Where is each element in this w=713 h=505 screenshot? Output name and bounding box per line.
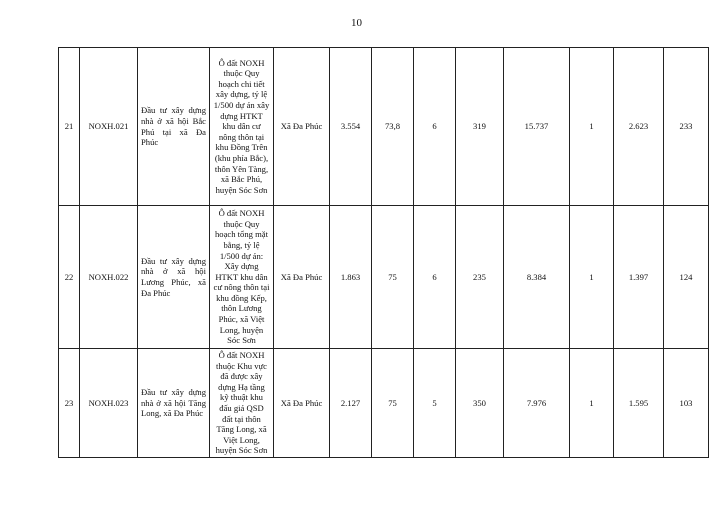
project-location: Ô đất NOXH thuộc Khu vực đã được xây dựng Hạ tầng kỹ thuật khu đấu giá QSD đất tại thôn Tăng Long, xã Việt Long, huyện Sóc Sơn	[210, 349, 274, 458]
value-cell: 1.595	[614, 349, 664, 458]
value-cell: 3.554	[330, 48, 372, 206]
value-cell: 6	[414, 48, 456, 206]
value-cell: 75	[372, 206, 414, 349]
row-number: 23	[59, 349, 80, 458]
value-cell: 350	[456, 349, 504, 458]
value-cell: 15.737	[504, 48, 570, 206]
row-number: 22	[59, 206, 80, 349]
value-cell: 124	[664, 206, 709, 349]
value-cell: 5	[414, 349, 456, 458]
page-number: 10	[351, 17, 362, 29]
table-row	[59, 206, 709, 349]
table-row	[59, 48, 709, 206]
table-row	[59, 349, 709, 458]
value-cell: 8.384	[504, 206, 570, 349]
value-cell: 75	[372, 349, 414, 458]
value-cell: 235	[456, 206, 504, 349]
project-location: Ô đất NOXH thuộc Quy hoạch chi tiết xây dựng, tỷ lệ 1/500 dự án xây dựng HTKT khu dân cư nông thôn tại khu Đồng Trên (khu phía Bắc), thôn Yên Tàng, xã Bắc Phú, huyện Sóc Sơn	[210, 48, 274, 206]
project-code: NOXH.022	[80, 206, 138, 349]
commune: Xã Đa Phúc	[274, 349, 330, 458]
value-cell: 2.127	[330, 349, 372, 458]
project-code: NOXH.021	[80, 48, 138, 206]
value-cell: 1	[570, 48, 614, 206]
value-cell: 6	[414, 206, 456, 349]
housing-projects-table	[58, 47, 709, 458]
value-cell: 103	[664, 349, 709, 458]
row-number: 21	[59, 48, 80, 206]
value-cell: 319	[456, 48, 504, 206]
value-cell: 1	[570, 349, 614, 458]
value-cell: 2.623	[614, 48, 664, 206]
value-cell: 1.863	[330, 206, 372, 349]
value-cell: 7.976	[504, 349, 570, 458]
value-cell: 73,8	[372, 48, 414, 206]
project-location: Ô đất NOXH thuộc Quy hoạch tổng mặt bằng, tỷ lệ 1/500 dự án: Xây dựng HTKT khu dân cư nông thôn tại khu đồng Kếp, thôn Lương Phúc, xã Việt Long, huyện Sóc Sơn	[210, 206, 274, 349]
commune: Xã Đa Phúc	[274, 48, 330, 206]
project-name: Đầu tư xây dựng nhà ở xã hội Lương Phúc, xã Đa Phúc	[138, 206, 210, 349]
value-cell: 1.397	[614, 206, 664, 349]
value-cell: 1	[570, 206, 614, 349]
project-name: Đầu tư xây dựng nhà ở xã hội Bắc Phú tại xã Đa Phúc	[138, 48, 210, 206]
project-code: NOXH.023	[80, 349, 138, 458]
project-name: Đầu tư xây dựng nhà ở xã hội Tăng Long, xã Đa Phúc	[138, 349, 210, 458]
commune: Xã Đa Phúc	[274, 206, 330, 349]
value-cell: 233	[664, 48, 709, 206]
